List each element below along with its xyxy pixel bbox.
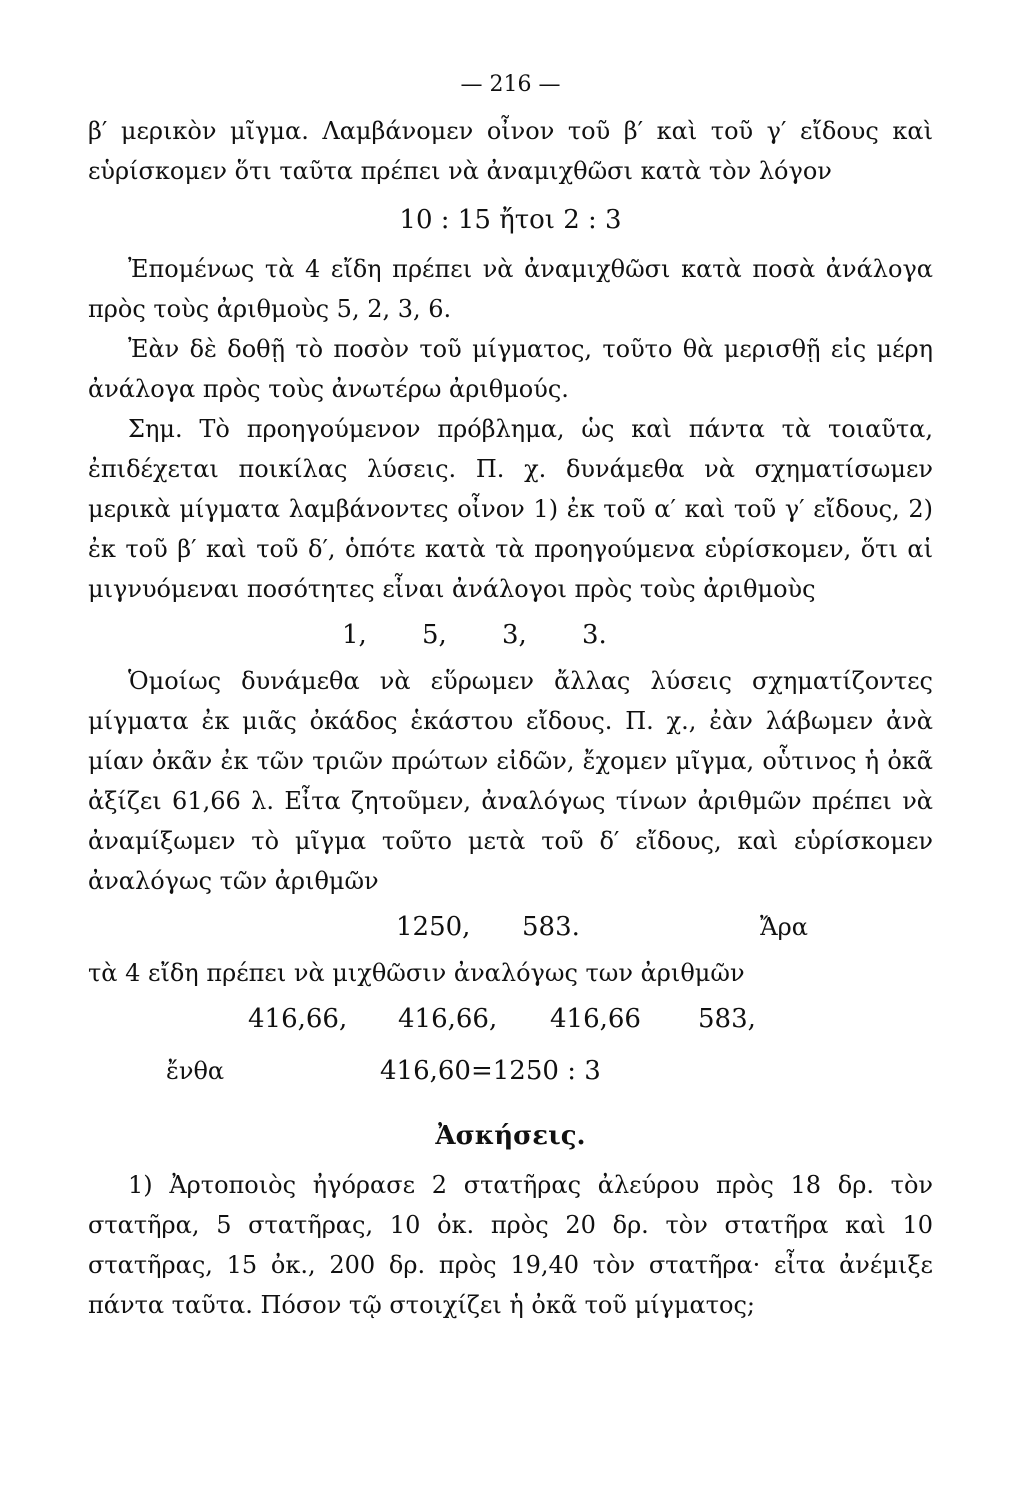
number-item: 1,: [342, 620, 367, 650]
page-number: — 216 —: [460, 72, 561, 97]
ratio-formula: 10 : 15 ἤτοι 2 : 3: [399, 205, 622, 235]
paragraph-1: β′ μερικὸν μῖγμα. Λαμβάνομεν οἶνον τοῦ β′ καὶ τοῦ γ′ εἴδους καὶ εὑρίσκομεν ὅτι ταῦτα πρέπει νὰ ἀναμιχθῶσι κατὰ τὸν λόγον: [88, 117, 933, 185]
number-item: 583,: [698, 1004, 756, 1034]
note-paragraph: Σημ. Τὸ προηγούμενον πρόβλημα, ὡς καὶ πάντα τὰ τοιαῦτα, ἐπιδέχεται ποικίλας λύσεις. Π. χ. δυνάμεθα νὰ σχηματίσωμεν μερικὰ μίγματα λαμβάνοντες οἶνον 1) ἐκ τοῦ α′ καὶ τοῦ γ′ εἴδους, 2) ἐκ τοῦ β′ καὶ τοῦ δ′, ὁπότε κατὰ τὰ προηγούμενα εὑρίσκομεν, ὅτι αἱ μιγνυόμεναι ποσότητες εἶναι ἀνάλογοι πρὸς τοὺς ἀριθμοὺς: [88, 415, 933, 603]
exercises-heading: Ἀσκήσεις.: [435, 1121, 586, 1151]
ara-word: Ἄρα: [760, 913, 808, 941]
number-item: 3,: [502, 620, 527, 650]
division-formula: 416,60=1250 : 3: [380, 1056, 601, 1086]
numbers-row-1: [88, 609, 933, 661]
exercise-1: 1) Ἀρτοποιὸς ἠγόρασε 2 στατῆρας ἀλεύρου πρὸς 18 δρ. τὸν στατῆρα, 5 στατῆρας, 10 ὀκ. πρὸς 20 δρ. τὸν στατῆρα καὶ 10 στατῆρας, 15 ὀκ., 200 δρ. πρὸς 19,40 τὸν στατῆρα· εἶτα ἀνέμιξε πάντα ταῦτα. Πόσον τῷ στοιχίζει ἡ ὀκᾶ τοῦ μίγματος;: [88, 1171, 933, 1319]
paragraph-2: Ἐπομένως τὰ 4 εἴδη πρέπει νὰ ἀναμιχθῶσι κατὰ ποσὰ ἀνάλογα πρὸς τοὺς ἀριθμοὺς 5, 2, 3, 6.: [88, 255, 933, 323]
numbers-row-3: [88, 993, 933, 1045]
numbers-row-2: [88, 901, 933, 953]
entha-word: ἔνθα: [166, 1057, 225, 1085]
number-item: 416,66,: [398, 1004, 498, 1034]
paragraph-3: Ἐὰν δὲ δοθῇ τὸ ποσὸν τοῦ μίγματος, τοῦτο θὰ μερισθῇ εἰς μέρη ἀνάλογα πρὸς τοὺς ἀνωτέρω ἀριθμούς.: [88, 335, 933, 403]
paragraph-6: τὰ 4 εἴδη πρέπει νὰ μιχθῶσιν ἀναλόγως των ἀριθμῶν: [88, 959, 745, 987]
number-item: 416,66,: [248, 1004, 348, 1034]
number-item: 416,66: [550, 1004, 641, 1034]
number-item: 583.: [522, 912, 580, 942]
number-item: 5,: [422, 620, 447, 650]
paragraph-5: Ὁμοίως δυνάμεθα νὰ εὕρωμεν ἄλλας λύσεις σχηματίζοντες μίγματα ἐκ μιᾶς ὀκάδος ἑκάστου εἴδους. Π. χ., ἐὰν λάβωμεν ἀνὰ μίαν ὀκᾶν ἐκ τῶν τριῶν πρώτων εἰδῶν, ἔχομεν μῖγμα, οὗτινος ἡ ὀκᾶ ἀξίζει 61,66 λ. Εἶτα ζητοῦμεν, ἀναλόγως τίνων ἀριθμῶν πρέπει νὰ ἀναμίξωμεν τὸ μῖγμα τοῦτο μετὰ τοῦ δ′ εἴδους, καὶ εὑρίσκομεν ἀναλόγως τῶν ἀριθμῶν: [88, 667, 933, 895]
formula-row-2: [88, 1045, 933, 1097]
number-item: 3.: [582, 620, 607, 650]
page-content: [88, 72, 933, 1325]
number-item: 1250,: [396, 912, 471, 942]
